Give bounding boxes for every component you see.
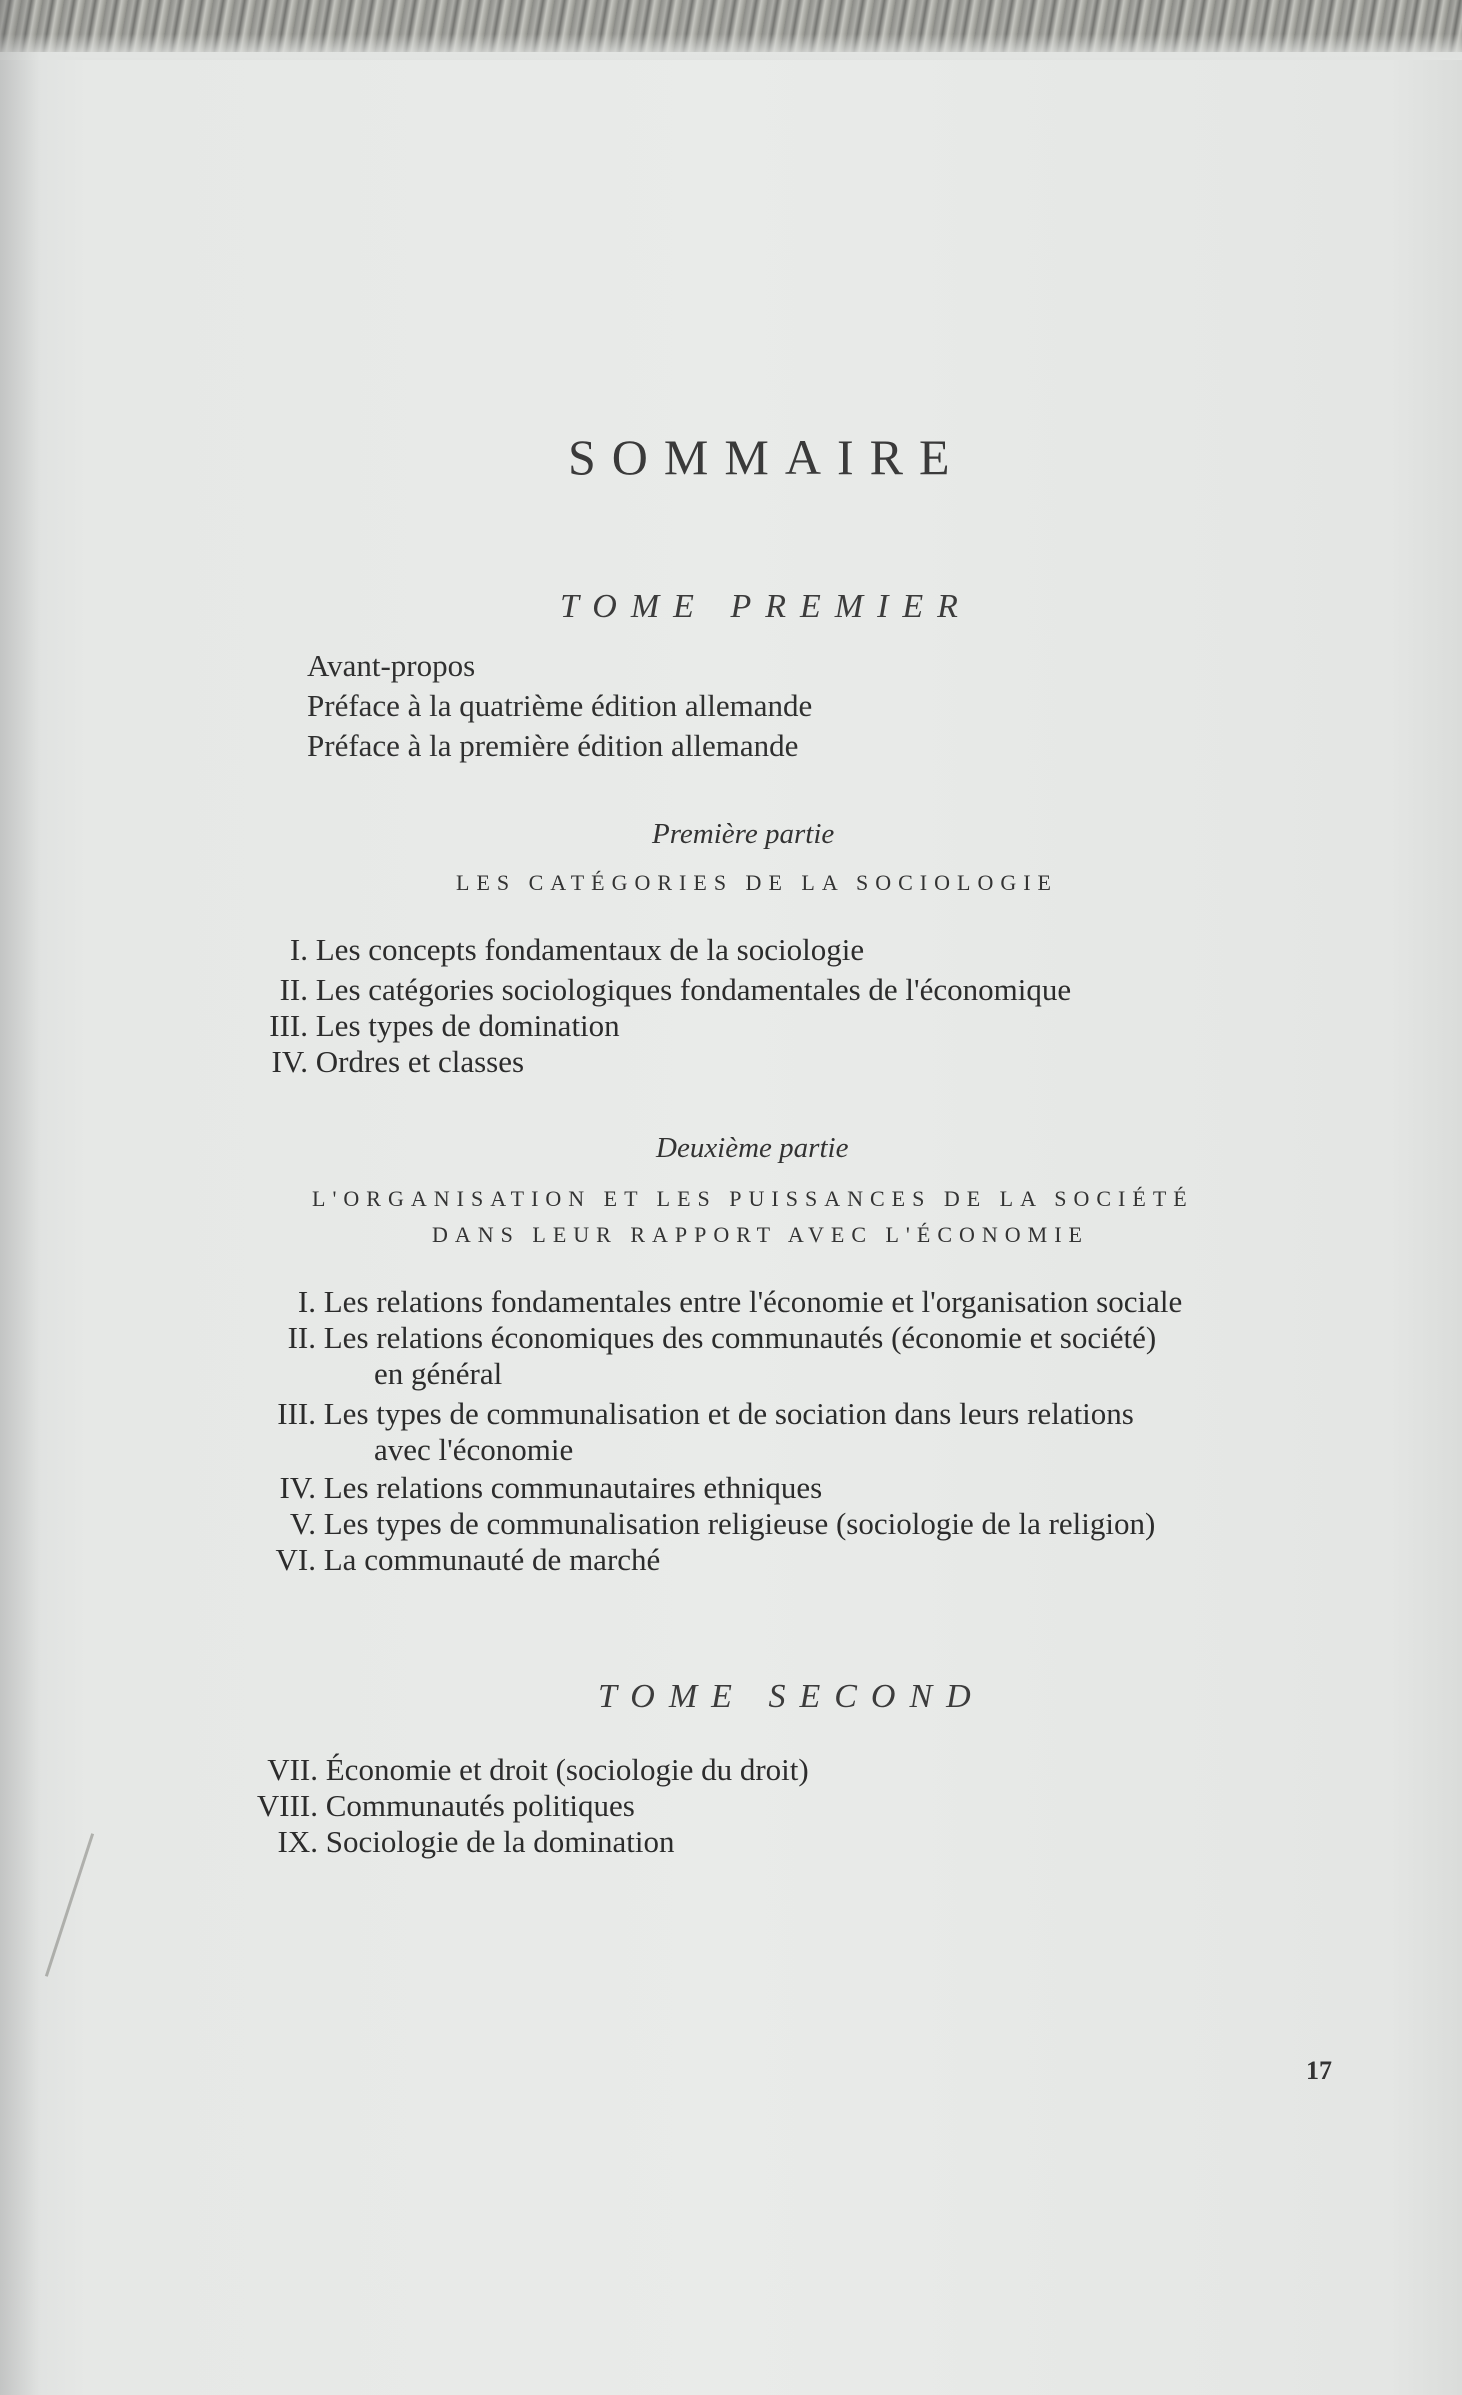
toc-entry [232,1752,809,1788]
chapter-title: Les types de communalisation et de sociation dans leurs relations [323,1396,1134,1431]
deuxieme-partie-title-line2: DANS LEUR RAPPORT AVEC L'ÉCONOMIE [432,1222,1089,1247]
chapter-number: V. [289,1506,316,1541]
toc-entry [240,1044,524,1080]
toc-entry [240,1396,1134,1432]
page-number: 17 [1306,2056,1332,2085]
chapter-number: IV. [279,1470,316,1505]
deuxieme-partie-title-line1: L'ORGANISATION ET LES PUISSANCES DE LA SOCIÉTÉ [312,1186,1194,1211]
chapter-title-continued: avec l'économie [374,1432,574,1467]
tome-premier-heading: TOME PREMIER [560,588,972,625]
premiere-partie-label: Première partie [652,818,835,850]
chapter-number: II. [287,1320,316,1355]
chapter-title: Les types de domination [315,1008,620,1043]
edge-fade [0,34,1462,60]
page-title: SOMMAIRE [568,429,966,485]
chapter-number: IX. [277,1824,318,1859]
toc-entry [232,1824,674,1860]
toc-entry [240,972,1071,1008]
deuxieme-partie-label: Deuxième partie [656,1132,849,1164]
chapter-number: VII. [267,1752,318,1787]
chapter-title: Les relations communautaires ethniques [323,1470,823,1505]
toc-entry [240,1542,660,1578]
toc-entry [240,1470,822,1506]
premiere-partie-title: LES CATÉGORIES DE LA SOCIOLOGIE [456,870,1058,895]
front-matter-item: Préface à la première édition allemande [307,728,799,763]
chapter-title: La communauté de marché [323,1542,661,1577]
tome-second-heading: TOME SECOND [598,1678,985,1715]
toc-entry [240,932,864,968]
front-matter-item: Avant-propos [307,648,476,683]
toc-entry [240,1320,1156,1356]
chapter-number: III. [269,1008,308,1043]
chapter-title: Sociologie de la domination [325,1824,675,1859]
toc-entry [240,1008,620,1044]
chapter-title: Les relations fondamentales entre l'économie et l'organisation sociale [323,1284,1183,1319]
chapter-title: Les concepts fondamentaux de la sociologie [315,932,865,967]
chapter-number: III. [277,1396,316,1431]
chapter-title: Les relations économiques des communautés (économie et société) [323,1320,1157,1355]
spine-shadow [0,0,40,2395]
toc-entry [240,1284,1182,1320]
chapter-number: VI. [275,1542,316,1577]
chapter-title: Communautés politiques [325,1788,635,1823]
chapter-title: Les catégories sociologiques fondamentales de l'économique [315,972,1072,1007]
toc-entry [240,1506,1155,1542]
page-crease [45,1833,94,1977]
toc-entry [232,1788,635,1824]
chapter-title: Économie et droit (sociologie du droit) [325,1752,809,1787]
chapter-number: II. [279,972,308,1007]
chapter-number: I. [289,932,308,967]
chapter-title-continued: en général [374,1356,503,1391]
front-matter-item: Préface à la quatrième édition allemande [307,688,813,723]
chapter-number: VIII. [256,1788,318,1823]
chapter-title: Ordres et classes [315,1044,525,1079]
chapter-number: IV. [271,1044,308,1079]
chapter-number: I. [297,1284,316,1319]
chapter-title: Les types de communalisation religieuse (sociologie de la religion) [323,1506,1156,1541]
